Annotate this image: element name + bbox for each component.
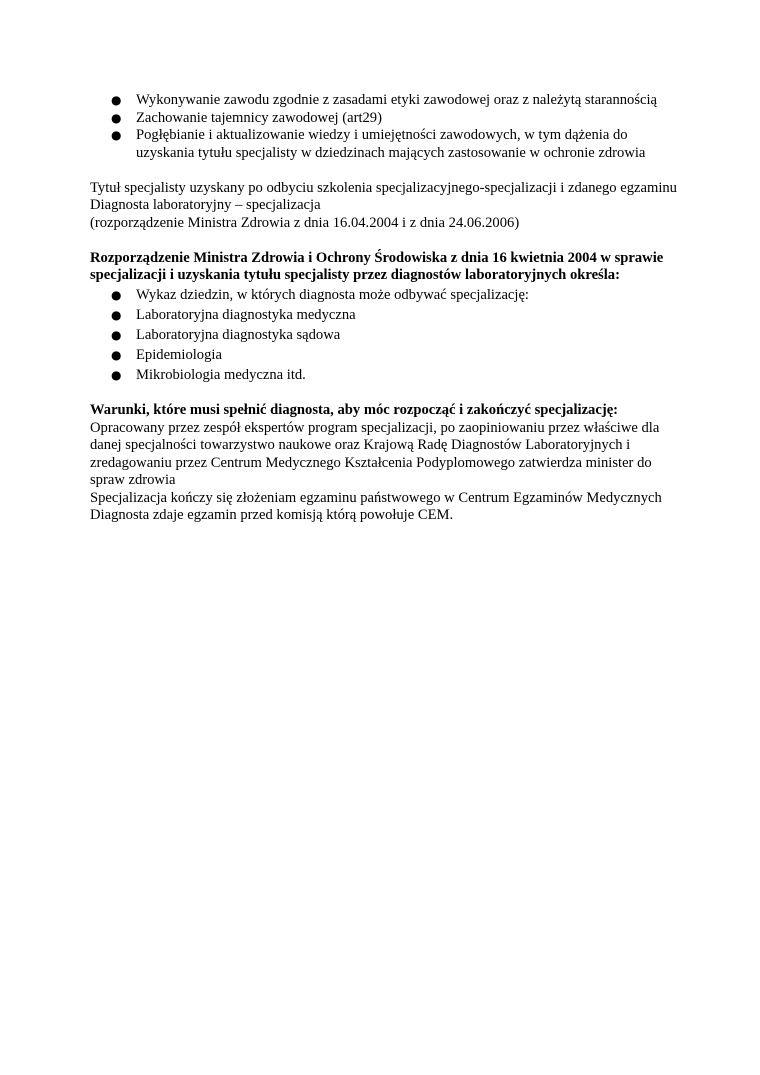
- exam-paragraph: Specjalizacja kończy się złożeniam egzaminu państwowego w Centrum Egzaminów Medycznych: [90, 489, 662, 506]
- regulation-heading: Rozporządzenie Ministra Zdrowia i Ochrony Środowiska z dnia 16 kwietnia 2004 w sprawie specjalizacji i uzyskania tytułu specjalisty przez diagnostów laboratoryjnych określa:: [90, 249, 664, 283]
- list-item: ● Laboratoryjna diagnostyka sądowa: [111, 326, 341, 343]
- regulation-dates-text: (rozporządzenie Ministra Zdrowia z dnia 16.04.2004 i z dnia 24.06.2006): [90, 214, 520, 231]
- program-paragraph: Opracowany przez zespół ekspertów program specjalizacji, po zaopiniowaniu przez właściwe dla danej specjalności towarzystwo naukowe oraz Krajową Radę Diagnostów Laboratoryjnych i zredagowaniu przez Centrum Medycznego Kształcenia Podyplomowego zatwierdza minister do spraw zdrowia: [90, 419, 660, 488]
- list-item: ● Laboratoryjna diagnostyka medyczna: [111, 306, 356, 323]
- specialist-title-text: Tytuł specjalisty uzyskany po odbyciu szkolenia specjalizacyjnego-specjalizacji i zdanego egzaminu: [90, 179, 677, 196]
- bullet-icon: ●: [111, 287, 122, 302]
- specialization-text: Diagnosta laboratoryjny – specjalizacja: [90, 197, 321, 213]
- bullet-icon: ●: [111, 327, 122, 342]
- bullet-list-duties: [90, 92, 680, 162]
- list-item: ● Wykonywanie zawodu zgodnie z zasadami etyki zawodowej oraz z należytą starannością: [111, 92, 658, 108]
- conditions-heading: Warunki, które musi spełnić diagnosta, aby móc rozpocząć i zakończyć specjalizację:: [90, 402, 619, 418]
- bullet-icon: ●: [111, 307, 122, 322]
- bullet-icon: ●: [111, 93, 122, 107]
- bullet-list-fields: [90, 285, 680, 385]
- list-item: ● Epidemiologia: [111, 346, 222, 363]
- list-item: ● Pogłębianie i aktualizowanie wiedzy i umiejętności zawodowych, w tym dążenia do uzyskania tytułu specjalisty w dziedzinach mających zastosowanie w ochronie zdrowia: [111, 127, 646, 161]
- document-body: [90, 92, 680, 525]
- list-item: ● Zachowanie tajemnicy zawodowej (art29): [111, 109, 382, 126]
- list-item: ● Wykaz dziedzin, w których diagnosta może odbywać specjalizację:: [111, 286, 529, 303]
- bullet-icon: ●: [111, 128, 122, 142]
- bullet-icon: ●: [111, 110, 122, 125]
- bullet-icon: ●: [111, 367, 122, 382]
- list-item: ● Mikrobiologia medyczna itd.: [111, 366, 306, 383]
- commission-paragraph: Diagnosta zdaje egzamin przed komisją którą powołuje CEM.: [90, 507, 454, 523]
- bullet-icon: ●: [111, 347, 122, 362]
